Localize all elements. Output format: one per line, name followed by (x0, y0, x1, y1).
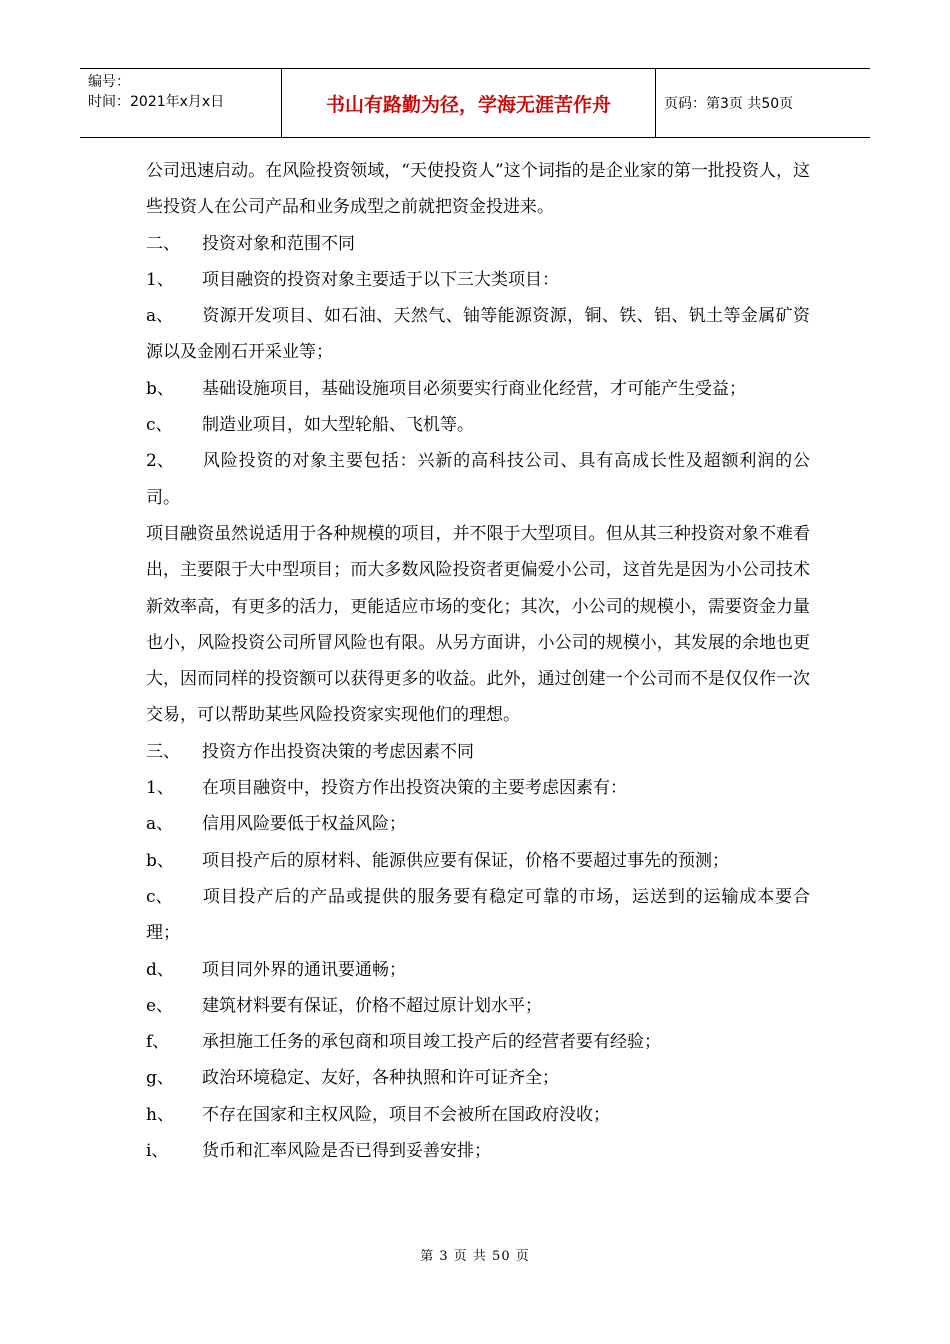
item-text: 基础设施项目，基础设施项目必须要实行商业化经营，才可能产生受益； (202, 378, 746, 399)
item-marker: c、 (146, 886, 173, 907)
item-text: 项目同外界的通讯要通畅； (202, 959, 406, 980)
item-text: 在项目融资中，投资方作出投资决策的主要考虑因素有： (202, 778, 627, 799)
item-marker: h、 (146, 1104, 174, 1125)
item-marker: b、 (146, 378, 174, 399)
list-item (146, 806, 810, 842)
list-item (146, 952, 810, 988)
document-body (146, 153, 810, 1169)
item-text: 货币和汇率风险是否已得到妥善安排； (202, 1141, 491, 1162)
item-marker: 1、 (146, 778, 174, 799)
list-item (146, 770, 810, 806)
list-item (146, 371, 810, 407)
item-marker: b、 (146, 850, 174, 871)
list-item (146, 843, 810, 879)
list-item (146, 443, 810, 516)
list-item (146, 1024, 810, 1060)
item-marker: a、 (146, 306, 174, 327)
item-text: 项目投产后的原材料、能源供应要有保证，价格不要超过事先的预测； (202, 850, 729, 871)
item-marker: 三、 (146, 741, 180, 762)
item-marker: e、 (146, 995, 174, 1016)
header-meta-cell (80, 69, 282, 137)
item-marker: c、 (146, 415, 173, 436)
header-page-info: 页码：第3页 共50页 (664, 96, 794, 112)
item-text: 项目融资的投资对象主要适于以下三大类项目： (202, 269, 559, 290)
document-number-label: 编号： (88, 74, 130, 90)
item-text: 信用风险要低于权益风险； (202, 814, 406, 835)
item-marker: a、 (146, 814, 174, 835)
item-marker: 2、 (146, 451, 174, 472)
paragraph: 公司迅速启动。在风险投资领域，“天使投资人”这个词指的是企业家的第一批投资人，这些投资人在公司产品和业务成型之前就把资金投进来。 (146, 161, 810, 218)
list-item (146, 1133, 810, 1169)
item-text: 不存在国家和主权风险，项目不会被所在国政府没收； (202, 1104, 610, 1125)
item-marker: i、 (146, 1141, 169, 1162)
list-item (146, 407, 810, 443)
item-text: 风险投资的对象主要包括：兴新的高科技公司、具有高成长性及超额利润的公司。 (146, 451, 810, 508)
page-footer: 第 3 页 共 50 页 (420, 1249, 530, 1264)
document-date-label: 时间：2021年x月x日 (88, 94, 225, 110)
list-item (146, 1097, 810, 1133)
item-marker: d、 (146, 959, 174, 980)
document-header (80, 68, 870, 138)
item-marker: 1、 (146, 269, 174, 290)
list-item (146, 988, 810, 1024)
list-item (146, 879, 810, 952)
item-text: 项目投产后的产品或提供的服务要有稳定可靠的市场，运送到的运输成本要合理； (146, 886, 810, 944)
item-text: 投资对象和范围不同 (202, 233, 355, 254)
item-marker: f、 (146, 1032, 170, 1053)
section-heading (146, 226, 810, 262)
item-text: 投资方作出投资决策的考虑因素不同 (202, 741, 474, 762)
paragraph: 项目融资虽然说适用于各种规模的项目，并不限于大型项目。但从其三种投资对象不难看出，主要限于大中型项目；而大多数风险投资者更偏爱小公司，这首先是因为小公司技术新效率高，有更多的活力，更能适应市场的变化；其次，小公司的规模小，需要资金力量也小，风险投资公司所冒风险也有限。从另方面讲，小公司的规模小，其发展的余地也更大，因而同样的投资额可以获得更多的收益。此外，通过创建一个公司而不是仅仅作一次交易，可以帮助某些风险投资家实现他们的理想。 (146, 523, 810, 726)
item-text: 制造业项目，如大型轮船、飞机等。 (202, 415, 474, 436)
item-text: 承担施工任务的承包商和项目竣工投产后的经营者要有经验； (202, 1032, 661, 1053)
list-item (146, 298, 810, 371)
section-heading (146, 734, 810, 770)
header-motto: 书山有路勤为径，学海无涯苦作舟 (282, 69, 656, 137)
item-text: 政治环境稳定、友好，各种执照和许可证齐全； (202, 1068, 559, 1089)
item-text: 资源开发项目、如石油、天然气、铀等能源资源，铜、铁、铝、钒土等金属矿资源以及金刚石开采业等； (146, 306, 810, 363)
item-text: 建筑材料要有保证，价格不超过原计划水平； (202, 995, 542, 1016)
item-marker: g、 (146, 1068, 174, 1089)
list-item (146, 262, 810, 298)
item-marker: 二、 (146, 233, 180, 254)
list-item (146, 1060, 810, 1096)
